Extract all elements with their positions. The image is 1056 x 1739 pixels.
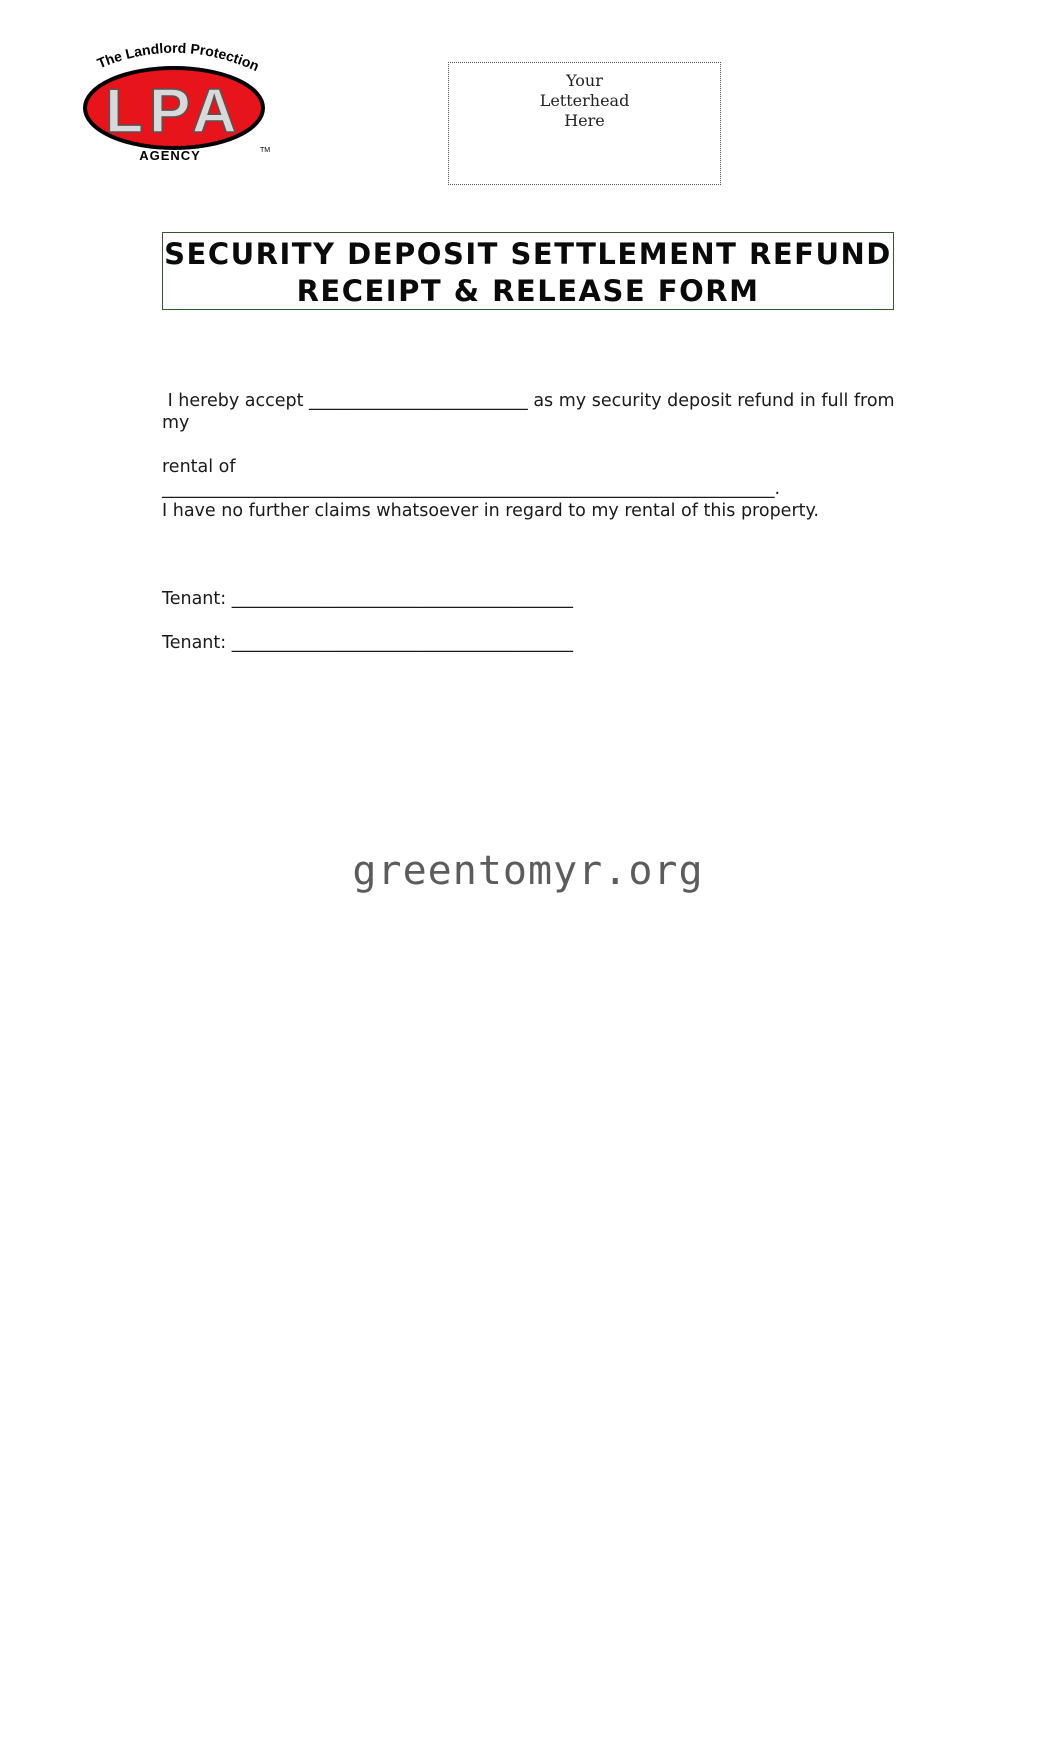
form-title-line-2: RECEIPT & RELEASE FORM [296,274,760,308]
lpa-logo [82,40,272,170]
statement-line-5: I have no further claims whatsoever in regard to my rental of this property. [162,501,819,521]
letterhead-line-1: Your [566,71,603,90]
statement-line-4: ______________________________________________________________________. [162,479,781,499]
letterhead-line-2: Letterhead [539,91,630,110]
signature-block [162,588,573,676]
letterhead-placeholder [448,62,721,185]
tenant-signature-line-2: Tenant: _______________________________________ [162,633,573,653]
statement-line-1: I hereby accept _________________________ as my security deposit refund in full from [162,391,895,411]
letterhead-line-3: Here [564,111,605,130]
form-title-line-1: SECURITY DEPOSIT SETTLEMENT REFUND [164,237,892,271]
statement-line-2: my [162,413,190,433]
watermark: greentomyr.org [352,848,704,894]
logo-arc-text: The Landlord Protection [94,40,262,75]
logo-initials: LPA [105,77,243,146]
lpa-logo-graphic [82,40,272,170]
form-title [162,232,894,310]
tenant-signature-line-1: Tenant: _______________________________________ [162,589,573,609]
statement-line-3: rental of [162,457,236,477]
logo-trademark: TM [260,147,271,154]
logo-bottom-text: AGENCY [139,148,201,163]
release-statement [162,390,922,522]
